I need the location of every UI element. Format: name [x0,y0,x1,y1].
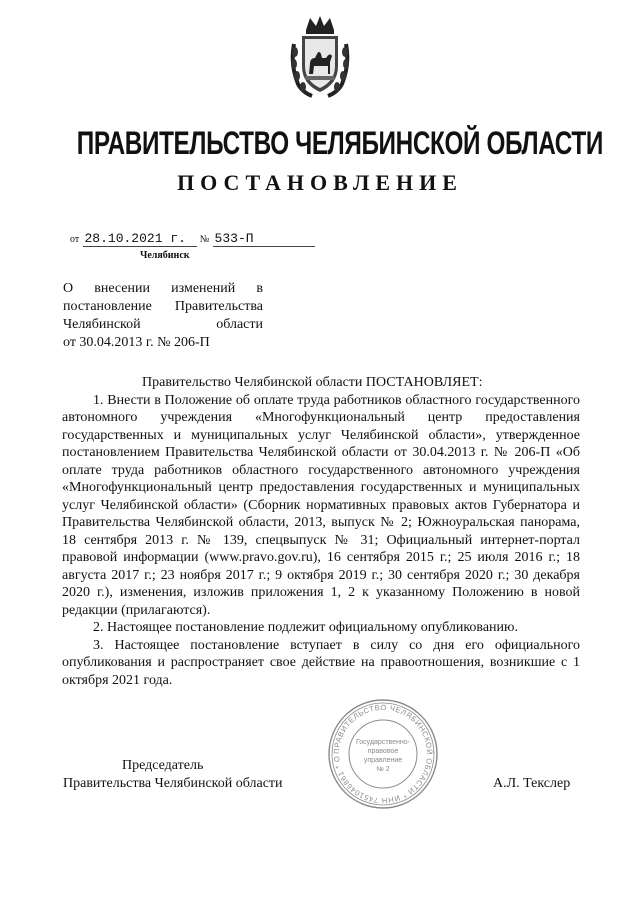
seal-ring-text: ПРАВИТЕЛЬСТВО ЧЕЛЯБИНСКОЙ ОБЛАСТИ * ИНН 7451046861 * О [331,702,435,806]
document-number: 533-П [213,231,315,247]
date-prefix: от [70,234,80,245]
government-title: ПРАВИТЕЛЬСТВО ЧЕЛЯБИНСКОЙ ОБЛАСТИ [76,125,603,161]
subject-block [63,280,263,352]
date-number-line [70,230,315,247]
subject-line: Челябинской области [63,317,263,332]
document-date: 28.10.2021 г. [83,231,197,247]
subject-line: О внесении изменений в [63,281,263,296]
subject-line: постановление Правительства [63,299,263,314]
subject-line: от 30.04.2013 г. № 206-П [63,335,210,350]
number-prefix: № [199,234,210,245]
resolution-item-3: 3. Настоящее постановление вступает в силу со дня его официального опубликования и распространяет свое действие на правоотношения, возникшие с 1 октября 2021 года. [62,637,580,688]
seal-center-line: управление [363,757,403,764]
coat-of-arms-icon [288,14,352,100]
signatory-name: А.Л. Текслер [493,776,571,791]
resolution-item-1: 1. Внести в Положение об оплате труда работников областного государственного автономного учреждения «Многофункциональный центр предоставления государственных и муниципальных услуг Челябинской области», утвержденное постановлением Правительства Челябинской области от 30.04.2013 г. № 206-П «Об оплате труда работников областного государственного автономного учреждения «Многофункциональный центр предоставления государственных и муниципальных услуг Челябинской области» (Сборник нормативных правовых актов Губернатора и Правительства Челябинской области, 2013, выпуск № 2; Южноуральская панорама, 18 сентября 2013 г. № 139, спецвыпуск № 31; Официальный интернет-портал правовой информации (www.pravo.gov.ru), 16 сентября 2015 г.; 25 июля 2016 г.; 18 августа 2017 г.; 23 ноября 2017 г.; 9 октября 2019 г.; 30 сентября 2020 г.; 30 декабря 2020 г.), изменения, изложив приложения 1, 2 к указанному Положению в новой редакции (прилагаются). [62,392,580,618]
seal-center-line: правовое [367,748,399,755]
preamble: Правительство Челябинской области ПОСТАНОВЛЯЕТ: [142,375,483,390]
resolution-item-2: 2. Настоящее постановление подлежит официальному опубликованию. [93,620,518,635]
resolution-body [62,374,580,689]
seal-center-line: Государственно- [355,739,411,746]
city-label: Челябинск [140,250,190,261]
seal-center-line: № 2 [376,766,390,773]
document-type: ПОСТАНОВЛЕНИЕ [177,170,463,195]
signatory-role-line1: Председатель [122,758,204,773]
signatory-role-line2: Правительства Челябинской области [63,776,283,791]
official-seal-icon [327,698,439,810]
